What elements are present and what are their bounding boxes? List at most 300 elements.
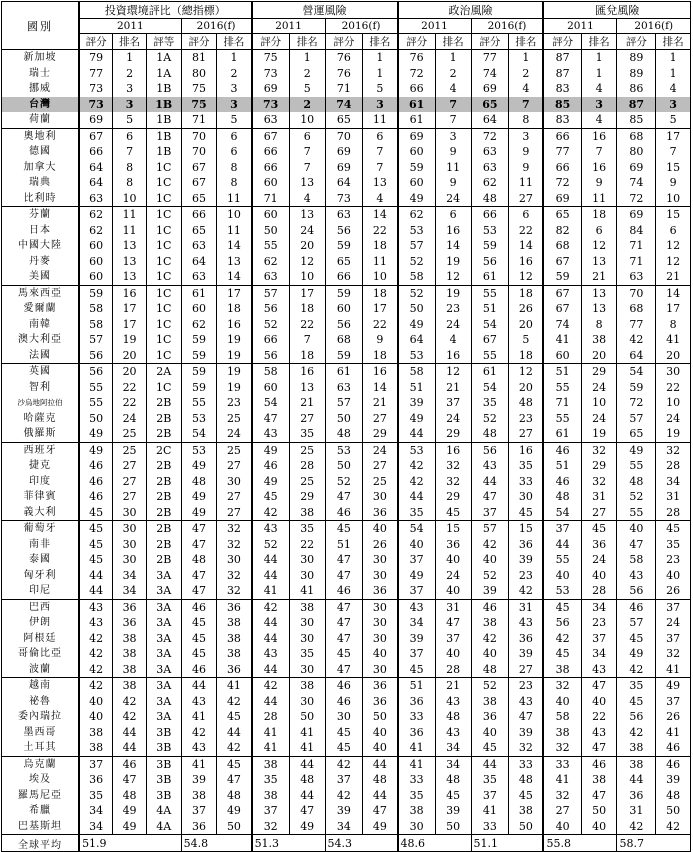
cell-value: 49	[181, 489, 217, 505]
cell-value: 52	[252, 317, 290, 333]
cell-value: 17	[113, 301, 147, 317]
cell-value: 74	[471, 66, 509, 82]
cell-value: 81	[181, 50, 217, 66]
cell-value: 50	[325, 458, 363, 474]
cell-value: 11	[113, 223, 147, 239]
cell-value: 69	[617, 207, 656, 223]
cell-value: 1C	[146, 285, 181, 301]
table-row	[2, 128, 691, 144]
cell-value: 40	[363, 725, 398, 741]
cell-value: 40	[363, 646, 398, 662]
cell-value: 6	[289, 128, 325, 144]
cell-value: 49	[181, 505, 217, 521]
cell-value: 20	[581, 348, 617, 364]
cell-value: 42	[79, 646, 113, 662]
cell-value: 42	[543, 631, 581, 647]
cell-value: 64	[325, 175, 363, 191]
cell-value: 62	[471, 175, 509, 191]
cell-value: 44	[471, 756, 509, 772]
cell-value: 13	[113, 269, 147, 285]
cell-value: 50	[435, 819, 471, 835]
cell-value: 13	[289, 380, 325, 396]
cell-value: 83	[543, 112, 581, 128]
cell-value: 63	[181, 238, 217, 254]
cell-value: 41	[252, 583, 290, 599]
cell-value: 7	[509, 97, 544, 113]
cell-value: 45	[398, 662, 436, 678]
cell-value: 27	[509, 191, 544, 207]
country-name: 瑞典	[2, 175, 80, 191]
cell-value: 42	[617, 819, 656, 835]
cell-value: 6	[113, 128, 147, 144]
cell-value: 40	[435, 552, 471, 568]
cell-value: 5	[656, 112, 691, 128]
cell-value: 41	[398, 740, 436, 756]
cell-value: 64	[398, 332, 436, 348]
country-name: 捷克	[2, 458, 80, 474]
cell-value: 32	[543, 788, 581, 804]
cell-value: 43	[252, 646, 290, 662]
country-name: 奧地利	[2, 128, 80, 144]
cell-value: 38	[617, 756, 656, 772]
cell-value: 71	[617, 238, 656, 254]
cell-value: 35	[79, 788, 113, 804]
cell-value: 32	[543, 678, 581, 694]
cell-value: 37	[79, 756, 113, 772]
cell-value: 39	[509, 552, 544, 568]
cell-value: 60	[325, 301, 363, 317]
cell-value: 42	[113, 709, 147, 725]
cell-value: 11	[581, 191, 617, 207]
country-name: 越南	[2, 678, 80, 694]
cell-value: 15	[509, 521, 544, 537]
cell-value: 51	[398, 380, 436, 396]
cell-value: 53	[325, 442, 363, 458]
table-row	[2, 348, 691, 364]
cell-value: 40	[656, 568, 691, 584]
cell-value: 36	[398, 725, 436, 741]
country-name: 墨西哥	[2, 725, 80, 741]
cell-value: 34	[79, 819, 113, 835]
cell-value: 35	[509, 458, 544, 474]
cell-value: 30	[113, 505, 147, 521]
cell-value: 52	[252, 537, 290, 553]
cell-value: 61	[398, 112, 436, 128]
cell-value: 27	[113, 474, 147, 490]
cell-value: 28	[289, 458, 325, 474]
cell-value: 68	[617, 301, 656, 317]
cell-value: 43	[435, 694, 471, 710]
cell-value: 25	[289, 474, 325, 490]
cell-value: 60	[79, 254, 113, 270]
cell-value: 41	[217, 678, 252, 694]
cell-value: 1	[581, 66, 617, 82]
cell-value: 20	[113, 364, 147, 380]
cell-value: 47	[509, 709, 544, 725]
cell-value: 70	[617, 285, 656, 301]
cell-value: 65	[471, 97, 509, 113]
col-header: 排名	[581, 34, 617, 50]
cell-value: 20	[289, 238, 325, 254]
cell-value: 20	[656, 348, 691, 364]
cell-value: 60	[543, 348, 581, 364]
cell-value: 1	[113, 50, 147, 66]
cell-value: 35	[398, 788, 436, 804]
table-row	[2, 772, 691, 788]
country-name: 丹麥	[2, 254, 80, 270]
cell-value: 42	[79, 631, 113, 647]
cell-value: 49	[398, 568, 436, 584]
cell-value: 18	[363, 238, 398, 254]
cell-value: 71	[543, 395, 581, 411]
cell-value: 75	[252, 50, 290, 66]
cell-value: 19	[217, 380, 252, 396]
cell-value: 62	[79, 207, 113, 223]
cell-value: 10	[289, 269, 325, 285]
cell-value: 59	[181, 364, 217, 380]
cell-value: 55	[617, 505, 656, 521]
table-row	[2, 709, 691, 725]
cell-value: 49	[217, 803, 252, 819]
cell-value: 20	[113, 348, 147, 364]
cell-value: 51	[543, 364, 581, 380]
cell-value: 3A	[146, 631, 181, 647]
cell-value: 67	[543, 285, 581, 301]
cell-value: 24	[581, 380, 617, 396]
cell-value: 37	[656, 631, 691, 647]
cell-value: 24	[217, 426, 252, 442]
cell-value: 1A	[146, 50, 181, 66]
cell-value: 45	[181, 646, 217, 662]
cell-value: 9	[363, 332, 398, 348]
country-name: 烏克蘭	[2, 756, 80, 772]
cell-value: 73	[79, 81, 113, 97]
cell-value: 3A	[146, 615, 181, 631]
cell-value: 11	[363, 112, 398, 128]
cell-value: 40	[543, 694, 581, 710]
cell-value: 63	[325, 207, 363, 223]
cell-value: 57	[79, 332, 113, 348]
cell-value: 48	[217, 788, 252, 804]
cell-value: 36	[363, 583, 398, 599]
cell-value: 3A	[146, 678, 181, 694]
cell-value: 44	[252, 662, 290, 678]
cell-value: 41	[181, 709, 217, 725]
cell-value: 53	[398, 442, 436, 458]
cell-value: 38	[79, 725, 113, 741]
cell-value: 17	[363, 301, 398, 317]
cell-value: 47	[325, 599, 363, 615]
cell-value: 47	[325, 568, 363, 584]
cell-value: 7	[289, 332, 325, 348]
cell-value: 77	[543, 144, 581, 160]
cell-value: 34	[325, 819, 363, 835]
cell-value: 67	[181, 175, 217, 191]
cell-value: 3A	[146, 568, 181, 584]
cell-value: 4	[289, 191, 325, 207]
cell-value: 9	[656, 175, 691, 191]
cell-value: 60	[252, 380, 290, 396]
cell-value: 45	[217, 709, 252, 725]
cell-value: 47	[471, 489, 509, 505]
cell-value: 76	[325, 66, 363, 82]
cell-value: 5	[217, 112, 252, 128]
cell-value: 27	[581, 505, 617, 521]
cell-value: 19	[656, 426, 691, 442]
cell-value: 29	[435, 426, 471, 442]
cell-value: 66	[252, 160, 290, 176]
cell-value: 85	[543, 97, 581, 113]
cell-value: 16	[435, 348, 471, 364]
cell-value: 36	[113, 599, 147, 615]
avg-value: 55.8	[543, 835, 616, 852]
cell-value: 30	[113, 537, 147, 553]
table-row	[2, 756, 691, 772]
country-name: 馬來西亞	[2, 285, 80, 301]
cell-value: 62	[181, 317, 217, 333]
cell-value: 80	[181, 66, 217, 82]
cell-value: 22	[113, 395, 147, 411]
cell-value: 3B	[146, 756, 181, 772]
cell-value: 4	[509, 81, 544, 97]
cell-value: 59	[325, 238, 363, 254]
cell-value: 18	[289, 348, 325, 364]
cell-value: 34	[581, 599, 617, 615]
cell-value: 52	[398, 285, 436, 301]
cell-value: 32	[509, 740, 544, 756]
cell-value: 19	[435, 285, 471, 301]
cell-value: 50	[398, 301, 436, 317]
cell-value: 45	[79, 505, 113, 521]
cell-value: 44	[471, 474, 509, 490]
country-name: 哈薩克	[2, 411, 80, 427]
cell-value: 16	[509, 442, 544, 458]
country-name: 愛爾蘭	[2, 301, 80, 317]
cell-value: 12	[435, 269, 471, 285]
cell-value: 74	[543, 317, 581, 333]
cell-value: 73	[79, 97, 113, 113]
cell-value: 2	[509, 66, 544, 82]
cell-value: 6	[509, 207, 544, 223]
table-row	[2, 583, 691, 599]
cell-value: 28	[581, 583, 617, 599]
cell-value: 36	[217, 662, 252, 678]
cell-value: 24	[581, 552, 617, 568]
cell-value: 30	[289, 615, 325, 631]
cell-value: 45	[509, 788, 544, 804]
year-header: 2011	[79, 19, 181, 34]
country-name: 美國	[2, 269, 80, 285]
cell-value: 47	[325, 552, 363, 568]
cell-value: 14	[656, 285, 691, 301]
cell-value: 47	[181, 537, 217, 553]
cell-value: 42	[79, 678, 113, 694]
cell-value: 41	[656, 725, 691, 741]
cell-value: 38	[217, 631, 252, 647]
cell-value: 27	[113, 489, 147, 505]
cell-value: 44	[181, 678, 217, 694]
cell-value: 2B	[146, 458, 181, 474]
cell-value: 34	[398, 615, 436, 631]
cell-value: 48	[113, 788, 147, 804]
cell-value: 55	[252, 238, 290, 254]
cell-value: 47	[181, 583, 217, 599]
col-header: 排名	[656, 34, 691, 50]
cell-value: 48	[543, 489, 581, 505]
table-row	[2, 694, 691, 710]
cell-value: 47	[217, 772, 252, 788]
cell-value: 11	[113, 207, 147, 223]
cell-value: 59	[325, 285, 363, 301]
cell-value: 69	[79, 112, 113, 128]
cell-value: 38	[471, 615, 509, 631]
year-header: 2011	[543, 19, 616, 34]
cell-value: 33	[398, 772, 436, 788]
cell-value: 33	[509, 756, 544, 772]
year-header: 2016(f)	[325, 19, 397, 34]
cell-value: 25	[113, 442, 147, 458]
cell-value: 24	[656, 615, 691, 631]
cell-value: 22	[581, 709, 617, 725]
cell-value: 16	[363, 364, 398, 380]
cell-value: 30	[363, 552, 398, 568]
cell-value: 46	[325, 694, 363, 710]
cell-value: 43	[471, 458, 509, 474]
cell-value: 22	[113, 380, 147, 396]
cell-value: 45	[325, 740, 363, 756]
cell-value: 23	[656, 552, 691, 568]
cell-value: 61	[398, 97, 436, 113]
country-name: 荷蘭	[2, 112, 80, 128]
cell-value: 77	[617, 317, 656, 333]
cell-value: 1C	[146, 238, 181, 254]
cell-value: 60	[398, 144, 436, 160]
country-name: 智利	[2, 380, 80, 396]
cell-value: 36	[363, 678, 398, 694]
cell-value: 62	[252, 254, 290, 270]
cell-value: 1C	[146, 317, 181, 333]
cell-value: 47	[581, 678, 617, 694]
cell-value: 24	[581, 411, 617, 427]
cell-value: 42	[325, 788, 363, 804]
col-header: 評分	[471, 34, 509, 50]
cell-value: 3	[217, 81, 252, 97]
cell-value: 63	[471, 144, 509, 160]
cell-value: 46	[656, 756, 691, 772]
country-name: 台灣	[2, 97, 80, 113]
table-row	[2, 66, 691, 82]
cell-value: 38	[113, 631, 147, 647]
cell-value: 60	[252, 207, 290, 223]
cell-value: 48	[509, 772, 544, 788]
table-row	[2, 489, 691, 505]
table-row	[2, 725, 691, 741]
country-name: 比利時	[2, 191, 80, 207]
cell-value: 49	[617, 442, 656, 458]
cell-value: 8	[581, 317, 617, 333]
cell-value: 24	[656, 411, 691, 427]
cell-value: 16	[435, 442, 471, 458]
cell-value: 66	[543, 160, 581, 176]
country-name: 羅馬尼亞	[2, 788, 80, 804]
year-header: 2016(f)	[471, 19, 543, 34]
cell-value: 38	[471, 694, 509, 710]
country-name: 中國大陸	[2, 238, 80, 254]
cell-value: 42	[471, 631, 509, 647]
cell-value: 25	[363, 474, 398, 490]
cell-value: 53	[181, 442, 217, 458]
cell-value: 75	[181, 97, 217, 113]
cell-value: 62	[398, 207, 436, 223]
cell-value: 4	[435, 332, 471, 348]
cell-value: 28	[656, 505, 691, 521]
cell-value: 41	[181, 756, 217, 772]
cell-value: 42	[79, 662, 113, 678]
cell-value: 64	[617, 348, 656, 364]
cell-value: 45	[509, 505, 544, 521]
cell-value: 51	[398, 678, 436, 694]
cell-value: 11	[435, 160, 471, 176]
table-row	[2, 97, 691, 113]
cell-value: 44	[113, 725, 147, 741]
cell-value: 1C	[146, 348, 181, 364]
cell-value: 44	[252, 694, 290, 710]
cell-value: 44	[252, 552, 290, 568]
cell-value: 12	[289, 254, 325, 270]
group-header-exchange: 匯兌風險	[543, 2, 690, 19]
cell-value: 18	[363, 285, 398, 301]
cell-value: 31	[656, 489, 691, 505]
cell-value: 44	[543, 537, 581, 553]
cell-value: 60	[252, 175, 290, 191]
cell-value: 43	[617, 568, 656, 584]
cell-value: 12	[656, 238, 691, 254]
cell-value: 32	[217, 568, 252, 584]
cell-value: 68	[325, 332, 363, 348]
cell-value: 5	[113, 112, 147, 128]
cell-value: 17	[289, 285, 325, 301]
cell-value: 32	[656, 442, 691, 458]
cell-value: 28	[252, 709, 290, 725]
cell-value: 37	[398, 552, 436, 568]
cell-value: 67	[543, 254, 581, 270]
cell-value: 50	[656, 803, 691, 819]
cell-value: 44	[252, 631, 290, 647]
cell-value: 23	[435, 301, 471, 317]
country-name: 瑞士	[2, 66, 80, 82]
cell-value: 7	[289, 144, 325, 160]
cell-value: 38	[217, 646, 252, 662]
cell-value: 56	[79, 348, 113, 364]
cell-value: 71	[252, 191, 290, 207]
cell-value: 49	[113, 803, 147, 819]
cell-value: 42	[181, 725, 217, 741]
cell-value: 38	[617, 740, 656, 756]
table-row	[2, 207, 691, 223]
cell-value: 36	[217, 599, 252, 615]
cell-value: 67	[252, 128, 290, 144]
cell-value: 46	[79, 489, 113, 505]
cell-value: 47	[181, 568, 217, 584]
cell-value: 37	[581, 631, 617, 647]
cell-value: 22	[289, 317, 325, 333]
cell-value: 3	[656, 97, 691, 113]
cell-value: 3A	[146, 694, 181, 710]
table-row	[2, 599, 691, 615]
cell-value: 16	[217, 317, 252, 333]
cell-value: 1	[435, 50, 471, 66]
table-row	[2, 803, 691, 819]
